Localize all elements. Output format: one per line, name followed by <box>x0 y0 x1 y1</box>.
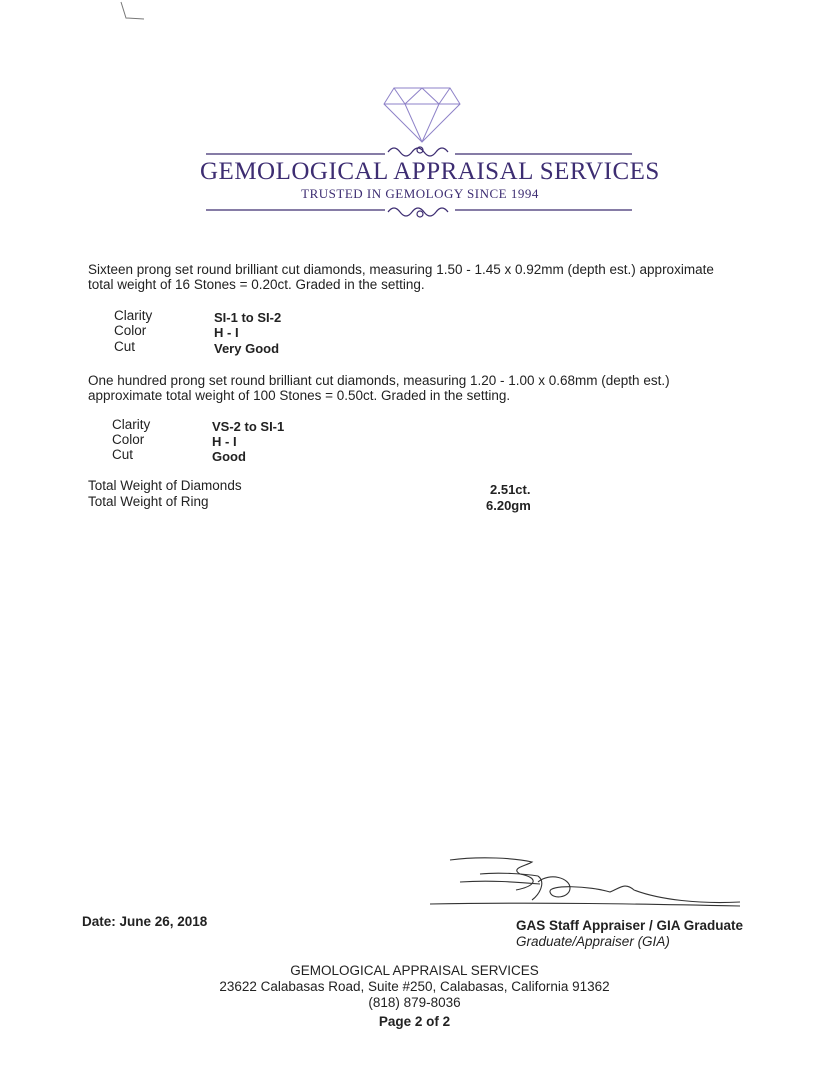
grade-value: H - I <box>214 325 239 340</box>
grade-label: Color <box>114 323 147 338</box>
page-number: Page 2 of 2 <box>378 1014 451 1029</box>
total-value: 6.20gm <box>486 498 531 513</box>
grade-value: VS-2 to SI-1 <box>212 419 285 434</box>
grade-value: Very Good <box>214 341 280 356</box>
diamond-logo-icon <box>200 84 660 229</box>
company-tagline: TRUSTED IN GEMOLOGY SINCE 1994 <box>301 186 539 201</box>
footer-address: 23622 Calabasas Road, Suite #250, Calabasas, California 91362 <box>219 979 610 994</box>
grade-label: Cut <box>112 447 134 462</box>
footer-company: GEMOLOGICAL APPRAISAL SERVICES <box>290 963 539 978</box>
grade-label: Clarity <box>112 417 151 432</box>
signer-title: GAS Staff Appraiser / GIA Graduate <box>516 918 744 933</box>
stone-description: Sixteen prong set round brilliant cut diamonds, measuring 1.50 - 1.45 x 0.92mm (depth est.) approximate total weight of 16 Stones = 0.20ct. Graded in the setting. <box>88 262 714 292</box>
total-label: Total Weight of Diamonds <box>88 478 242 493</box>
scan-corner-mark <box>118 0 148 24</box>
company-logo <box>200 84 660 229</box>
handwritten-signature <box>420 852 750 912</box>
total-label: Total Weight of Ring <box>88 494 209 509</box>
grade-value: H - I <box>212 434 237 449</box>
total-value: 2.51ct. <box>490 482 531 497</box>
grade-label: Cut <box>114 339 136 354</box>
footer-phone: (818) 879-8036 <box>368 995 461 1010</box>
grade-label: Color <box>112 432 145 447</box>
appraisal-date: Date: June 26, 2018 <box>82 914 208 929</box>
grade-label: Clarity <box>114 308 153 323</box>
signer-subtitle: Graduate/Appraiser (GIA) <box>516 934 670 949</box>
stone-description: One hundred prong set round brilliant cut diamonds, measuring 1.20 - 1.00 x 0.68mm (depth est.) approximate total weight of 100 Stones = 0.50ct. Graded in the setting. <box>88 373 670 403</box>
grade-value: Good <box>212 449 246 464</box>
grade-value: SI-1 to SI-2 <box>214 310 282 325</box>
company-name: GEMOLOGICAL APPRAISAL SERVICES <box>200 158 660 185</box>
